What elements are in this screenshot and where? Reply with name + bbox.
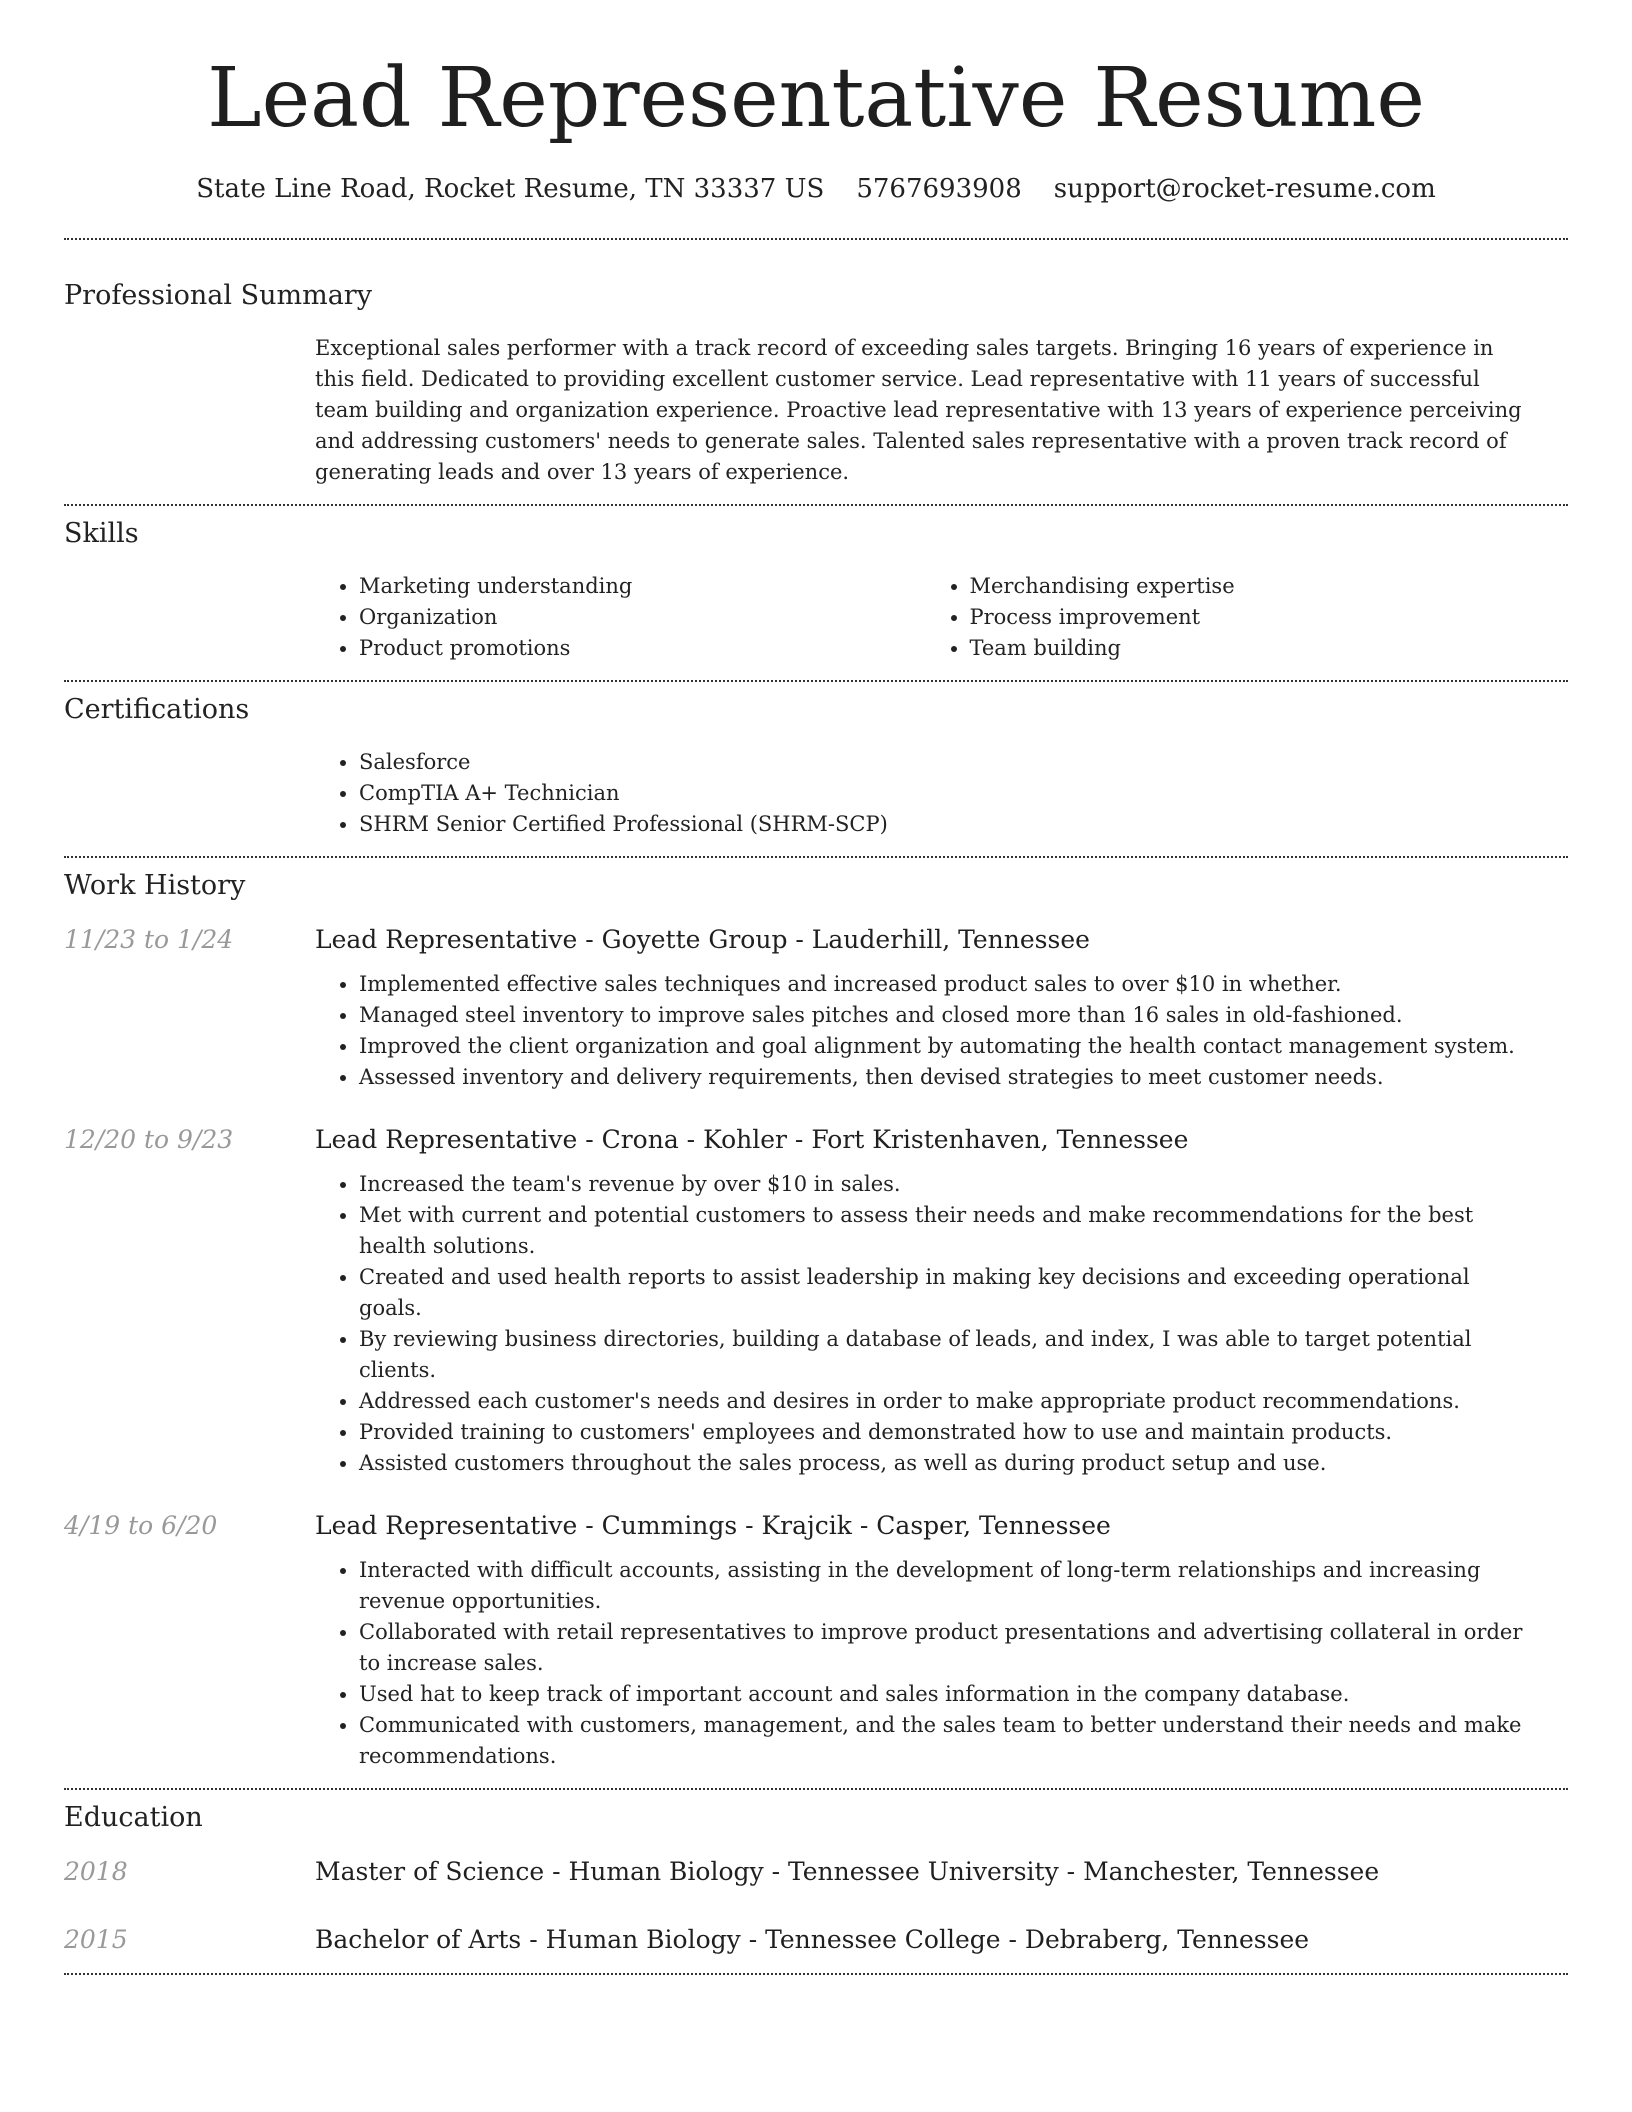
summary-text: Exceptional sales performer with a track record of exceeding sales targets. Bringing 16 years of experience in this field. Dedicated to providing excellent customer service. Lead representative with 11 years of successful team building and organization experience. Proactive lead representative with 13 years of experience perceiving and addressing customers' needs to generate sales. Talented sales representative with a proven track record of generating leads and over 13 years of experience. [315, 336, 1522, 485]
job-bullet: • Met with current and potential customers to assess their needs and make recommendations for the best health solutions. [359, 1200, 1536, 1262]
certifications-list [315, 747, 1536, 840]
contact-phone: 5767693908 [856, 174, 1022, 205]
skills-section [0, 506, 1632, 664]
job-bullet: • Collaborated with retail representatives to improve product presentations and advertising collateral in order to increase sales. [359, 1617, 1536, 1679]
skill-item: • Team building [970, 633, 1537, 664]
skills-title: Skills [64, 518, 139, 550]
work-title: Work History [64, 870, 246, 902]
education-section [0, 1790, 1632, 1957]
job-bullet: • Used hat to keep track of important account and sales information in the company database. [359, 1679, 1536, 1710]
education-heading: Bachelor of Arts - Human Biology - Tennessee College - Debraberg, Tennessee [315, 1925, 1310, 1955]
summary-section [0, 240, 1632, 488]
page-title: Lead Representative Resume [207, 51, 1425, 146]
job-bullet: • Created and used health reports to assist leadership in making key decisions and exceeding operational goals. [359, 1262, 1536, 1324]
contact-line [0, 174, 1632, 204]
job-dates: 12/20 to 9/23 [64, 1125, 234, 1155]
skills-column-left [315, 571, 926, 664]
work-section [0, 858, 1632, 1772]
skill-item: • Organization [359, 602, 926, 633]
job-entry [64, 1123, 1568, 1479]
job-bullet: • Assisted customers throughout the sales process, as well as during product setup and use. [359, 1448, 1536, 1479]
certifications-title: Certifications [64, 694, 250, 726]
skill-item: • Product promotions [359, 633, 926, 664]
job-bullet: • Improved the client organization and goal alignment by automating the health contact management system. [359, 1031, 1536, 1062]
job-dates: 11/23 to 1/24 [64, 925, 234, 955]
skills-list [315, 571, 1536, 664]
contact-email: support@rocket-resume.com [1053, 174, 1436, 205]
job-bullet: • Managed steel inventory to improve sales pitches and closed more than 16 sales in old-fashioned. [359, 1000, 1536, 1031]
education-heading: Master of Science - Human Biology - Tennessee University - Manchester, Tennessee [315, 1857, 1380, 1887]
certification-item: • Salesforce [359, 747, 1536, 778]
summary-title: Professional Summary [64, 280, 372, 312]
job-bullet: • Provided training to customers' employees and demonstrated how to use and maintain products. [359, 1417, 1536, 1448]
certification-item: • SHRM Senior Certified Professional (SHRM-SCP) [359, 809, 1536, 840]
job-bullets [315, 1555, 1536, 1772]
job-bullet: • Assessed inventory and delivery requirements, then devised strategies to meet customer needs. [359, 1062, 1536, 1093]
education-entry [64, 1923, 1568, 1957]
job-bullets [315, 1169, 1536, 1479]
job-bullet: • Addressed each customer's needs and desires in order to make appropriate product recommendations. [359, 1386, 1536, 1417]
job-bullet: • Communicated with customers, management, and the sales team to better understand their needs and make recommendations. [359, 1710, 1536, 1772]
certifications-section [0, 682, 1632, 840]
job-heading: Lead Representative - Cummings - Krajcik - Casper, Tennessee [315, 1511, 1111, 1541]
certification-item: • CompTIA A+ Technician [359, 778, 1536, 809]
job-bullet: • Increased the team's revenue by over $10 in sales. [359, 1169, 1536, 1200]
job-bullet: • Interacted with difficult accounts, assisting in the development of long-term relationships and increasing revenue opportunities. [359, 1555, 1536, 1617]
summary-body [315, 333, 1536, 488]
skill-item: • Marketing understanding [359, 571, 926, 602]
resume-header [0, 0, 1632, 240]
job-heading: Lead Representative - Crona - Kohler - Fort Kristenhaven, Tennessee [315, 1125, 1189, 1155]
job-dates: 4/19 to 6/20 [64, 1511, 218, 1541]
job-bullet: • By reviewing business directories, building a database of leads, and index, I was able to target potential clients. [359, 1324, 1536, 1386]
education-entry [64, 1855, 1568, 1889]
job-entry [64, 1509, 1568, 1772]
education-title: Education [64, 1802, 203, 1834]
divider [64, 1973, 1568, 1975]
education-year: 2018 [64, 1857, 128, 1887]
job-entry [64, 923, 1568, 1093]
contact-address: State Line Road, Rocket Resume, TN 33337 US [196, 174, 825, 205]
education-year: 2015 [64, 1925, 128, 1955]
job-heading: Lead Representative - Goyette Group - Lauderhill, Tennessee [315, 925, 1090, 955]
job-bullets [315, 969, 1536, 1093]
skill-item: • Process improvement [970, 602, 1537, 633]
skills-column-right [926, 571, 1537, 664]
job-bullet: • Implemented effective sales techniques and increased product sales to over $10 in whether. [359, 969, 1536, 1000]
skill-item: • Merchandising expertise [970, 571, 1537, 602]
